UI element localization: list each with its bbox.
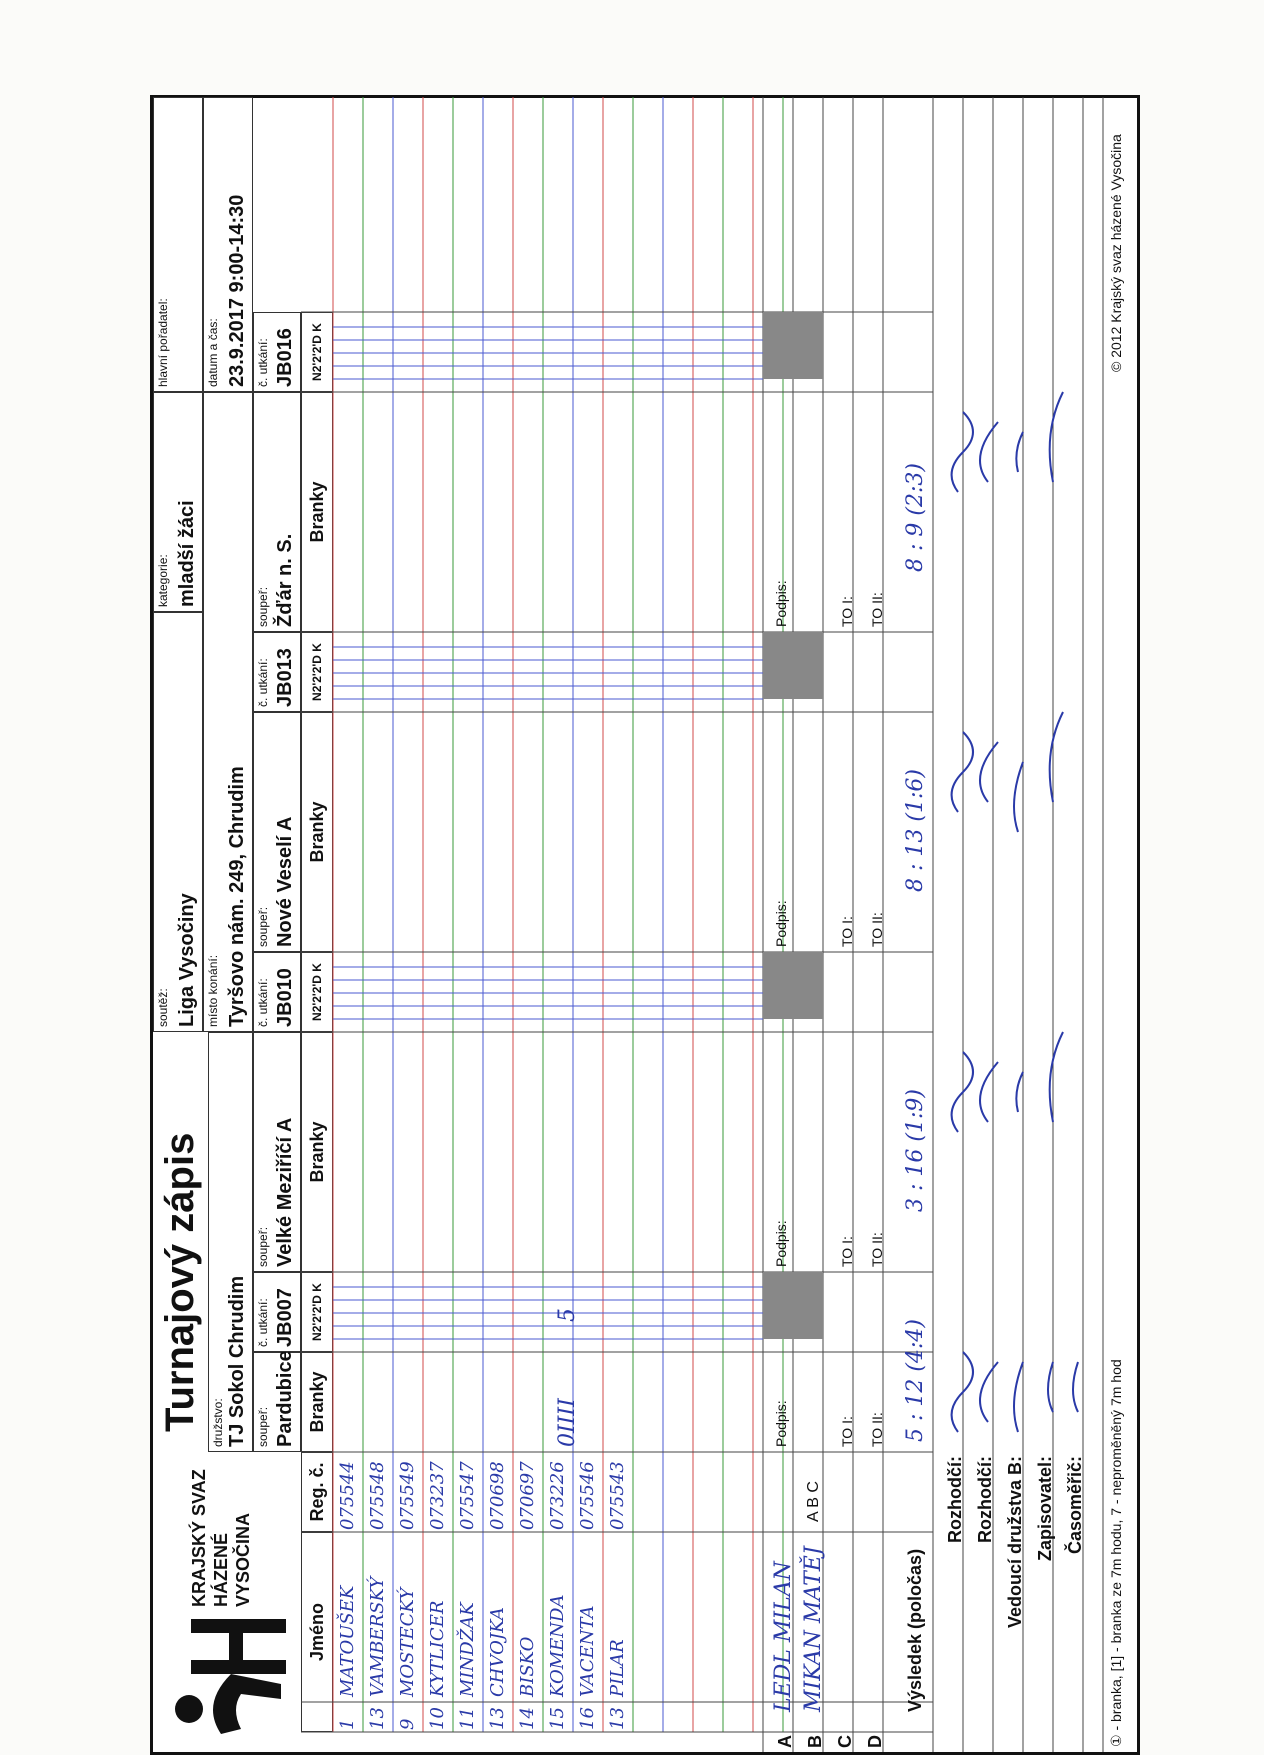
- player-reg: 070698: [487, 1461, 508, 1530]
- player-row: [395, 1452, 425, 1752]
- misto-cell: místo konání: Tyršovo nám. 249, Chrudim: [203, 392, 253, 1032]
- match2-cislo: JB010: [274, 968, 296, 1027]
- to1-2: TO I:: [839, 1236, 855, 1267]
- col-sub-1: N2'2'2'D K: [301, 1272, 333, 1352]
- player-name: BISKO: [517, 1636, 538, 1697]
- col-branky-4: Branky: [301, 392, 333, 632]
- player-reg: 075544: [337, 1461, 358, 1530]
- col-branky-3: Branky: [301, 712, 333, 952]
- match1-cislo-cell: č. utkání: JB007: [253, 1272, 301, 1352]
- datum-cell: datum a čas: 23.9.2017 9:00-14:30: [203, 97, 253, 392]
- player-name: VAMBERSKÝ: [367, 1576, 388, 1697]
- col-jmeno: Jméno: [301, 1532, 333, 1732]
- col-sub-2: N2'2'2'D K: [301, 952, 333, 1032]
- col-reg: Reg. č.: [301, 1452, 333, 1532]
- signatures: [938, 92, 1098, 1452]
- row-label-c: C: [835, 1735, 855, 1748]
- official-a-name: LEDL MILAN: [771, 1561, 796, 1712]
- player-number: 14: [517, 1707, 538, 1730]
- tournament-record-sheet: [150, 95, 1140, 1755]
- player-reg: 075549: [397, 1461, 418, 1530]
- player-row: [545, 1452, 575, 1752]
- org-name: KRAJSKÝ SVAZ HÁZENÉ VYSOČINA: [189, 1469, 253, 1607]
- player-number: 13: [367, 1707, 388, 1730]
- to1-3: TO I:: [839, 916, 855, 947]
- match2-cislo-cell: č. utkání: JB010: [253, 952, 301, 1032]
- player-reg: 073226: [547, 1461, 568, 1530]
- player-number: 11: [457, 1707, 478, 1730]
- player-reg: 075546: [577, 1461, 598, 1530]
- player-name: MATOUŠEK: [337, 1585, 358, 1697]
- goal-count-bisko-m1: 5: [555, 1308, 580, 1322]
- soutez-value: Liga Vysočiny: [176, 893, 198, 1027]
- result-3: 8 : 13 (1:6): [903, 769, 928, 892]
- match3-cislo: JB013: [274, 648, 296, 707]
- player-name: CHVOJKA: [487, 1607, 508, 1697]
- podpis-3: Podpis:: [773, 900, 789, 947]
- druzstvo-cell: družstvo: TJ Sokol Chrudim: [208, 1032, 253, 1452]
- official-abc: A B C: [805, 1481, 822, 1522]
- player-reg: 075547: [457, 1461, 478, 1530]
- player-name: MINDŽAK: [457, 1602, 478, 1697]
- player-row: [365, 1452, 395, 1752]
- player-name: VACENTA: [577, 1605, 598, 1697]
- col-branky-2: Branky: [301, 1032, 333, 1272]
- player-number: 15: [547, 1707, 568, 1730]
- poradatel-cell: hlavní pořadatel:: [153, 97, 203, 392]
- casomeric-label: Časoměřič:: [1065, 1456, 1085, 1555]
- row-label-b: B: [805, 1735, 825, 1748]
- official-b-name: MIKAN MATĚJ: [801, 1546, 826, 1712]
- vedouci-label: Vedoucí družstva B:: [1005, 1456, 1025, 1629]
- match2-souper-cell: soupeř: Velké Meziříčí A: [253, 1032, 301, 1272]
- result-2: 3 : 16 (1:9): [903, 1089, 928, 1212]
- match4-cislo: JB016: [274, 328, 296, 387]
- to1-1: TO I:: [839, 1416, 855, 1447]
- datum-value: 23.9.2017 9:00-14:30: [226, 194, 248, 387]
- kategorie-value: mladší žáci: [176, 500, 198, 607]
- to2-3: TO II:: [869, 912, 885, 947]
- match2-souper: Velké Meziříčí A: [274, 1117, 296, 1267]
- player-name: MOSTECKÝ: [397, 1587, 418, 1697]
- player-number: 10: [427, 1707, 448, 1730]
- match3-souper: Nové Veselí A: [274, 816, 296, 947]
- player-number: 16: [577, 1707, 598, 1730]
- to2-1: TO II:: [869, 1412, 885, 1447]
- page-title: Turnajový zápis: [158, 1132, 202, 1432]
- result-4: 8 : 9 (2:3): [903, 463, 928, 572]
- player-name: PILAR: [607, 1639, 628, 1697]
- podpis-4: Podpis:: [773, 580, 789, 627]
- soutez-cell: soutěž: Liga Vysočiny: [153, 612, 203, 1032]
- match3-cislo-cell: č. utkání: JB013: [253, 632, 301, 712]
- rozhodci-label-1: Rozhodčí:: [945, 1456, 965, 1543]
- player-row: [485, 1452, 515, 1752]
- player-row: [335, 1452, 365, 1752]
- misto-value: Tyršovo nám. 249, Chrudim: [226, 766, 248, 1027]
- match4-souper: Žďár n. S.: [274, 533, 296, 627]
- legend: ① - branka, [1] - branka ze 7m hodu, 7 - neproměněný 7m hod: [1108, 1359, 1124, 1747]
- player-number: 1: [337, 1718, 358, 1730]
- to1-4: TO I:: [839, 596, 855, 627]
- player-reg: 073237: [427, 1461, 448, 1530]
- player-name: KOMENDA: [547, 1594, 568, 1697]
- result-1: 5 : 12 (4:4): [903, 1319, 928, 1442]
- copyright: © 2012 Krajský svaz házené Vysočina: [1108, 134, 1124, 372]
- col-branky-1: Branky: [301, 1352, 333, 1452]
- kategorie-cell: kategorie: mladší žáci: [153, 392, 203, 612]
- col-sub-3: N2'2'2'D K: [301, 632, 333, 712]
- col-sub-4: N2'2'2'D K: [301, 312, 333, 392]
- player-row: [605, 1452, 635, 1752]
- vysledek-label: Výsledek (poločas): [905, 1548, 925, 1712]
- match1-souper: Pardubice: [274, 1350, 296, 1447]
- zapisovatel-label: Zapisovatel:: [1035, 1456, 1055, 1562]
- druzstvo-value: TJ Sokol Chrudim: [226, 1275, 248, 1447]
- player-number: 9: [397, 1718, 418, 1730]
- match4-souper-cell: soupeř: Žďár n. S.: [253, 392, 301, 632]
- match1-cislo: JB007: [274, 1288, 296, 1347]
- player-reg: 075548: [367, 1461, 388, 1530]
- player-name: KYTLICER: [427, 1600, 448, 1697]
- row-label-d: D: [865, 1735, 885, 1748]
- player-row: [425, 1452, 455, 1752]
- podpis-1: Podpis:: [773, 1400, 789, 1447]
- row-label-a: A: [775, 1735, 795, 1748]
- player-row: [455, 1452, 485, 1752]
- match4-cislo-cell: č. utkání: JB016: [253, 312, 301, 392]
- match3-souper-cell: soupeř: Nové Veselí A: [253, 712, 301, 952]
- player-reg: 075543: [607, 1461, 628, 1530]
- player-number: 13: [487, 1707, 508, 1730]
- rozhodci-label-2: Rozhodčí:: [975, 1456, 995, 1543]
- match1-souper-cell: soupeř: Pardubice: [253, 1352, 301, 1452]
- podpis-2: Podpis:: [773, 1220, 789, 1267]
- player-reg: 070697: [517, 1461, 538, 1530]
- player-row: [575, 1452, 605, 1752]
- to2-4: TO II:: [869, 592, 885, 627]
- goal-tally-bisko-m1: 0IIII: [555, 1398, 580, 1447]
- player-row: [515, 1452, 545, 1752]
- player-number: 13: [607, 1707, 628, 1730]
- to2-2: TO II:: [869, 1232, 885, 1267]
